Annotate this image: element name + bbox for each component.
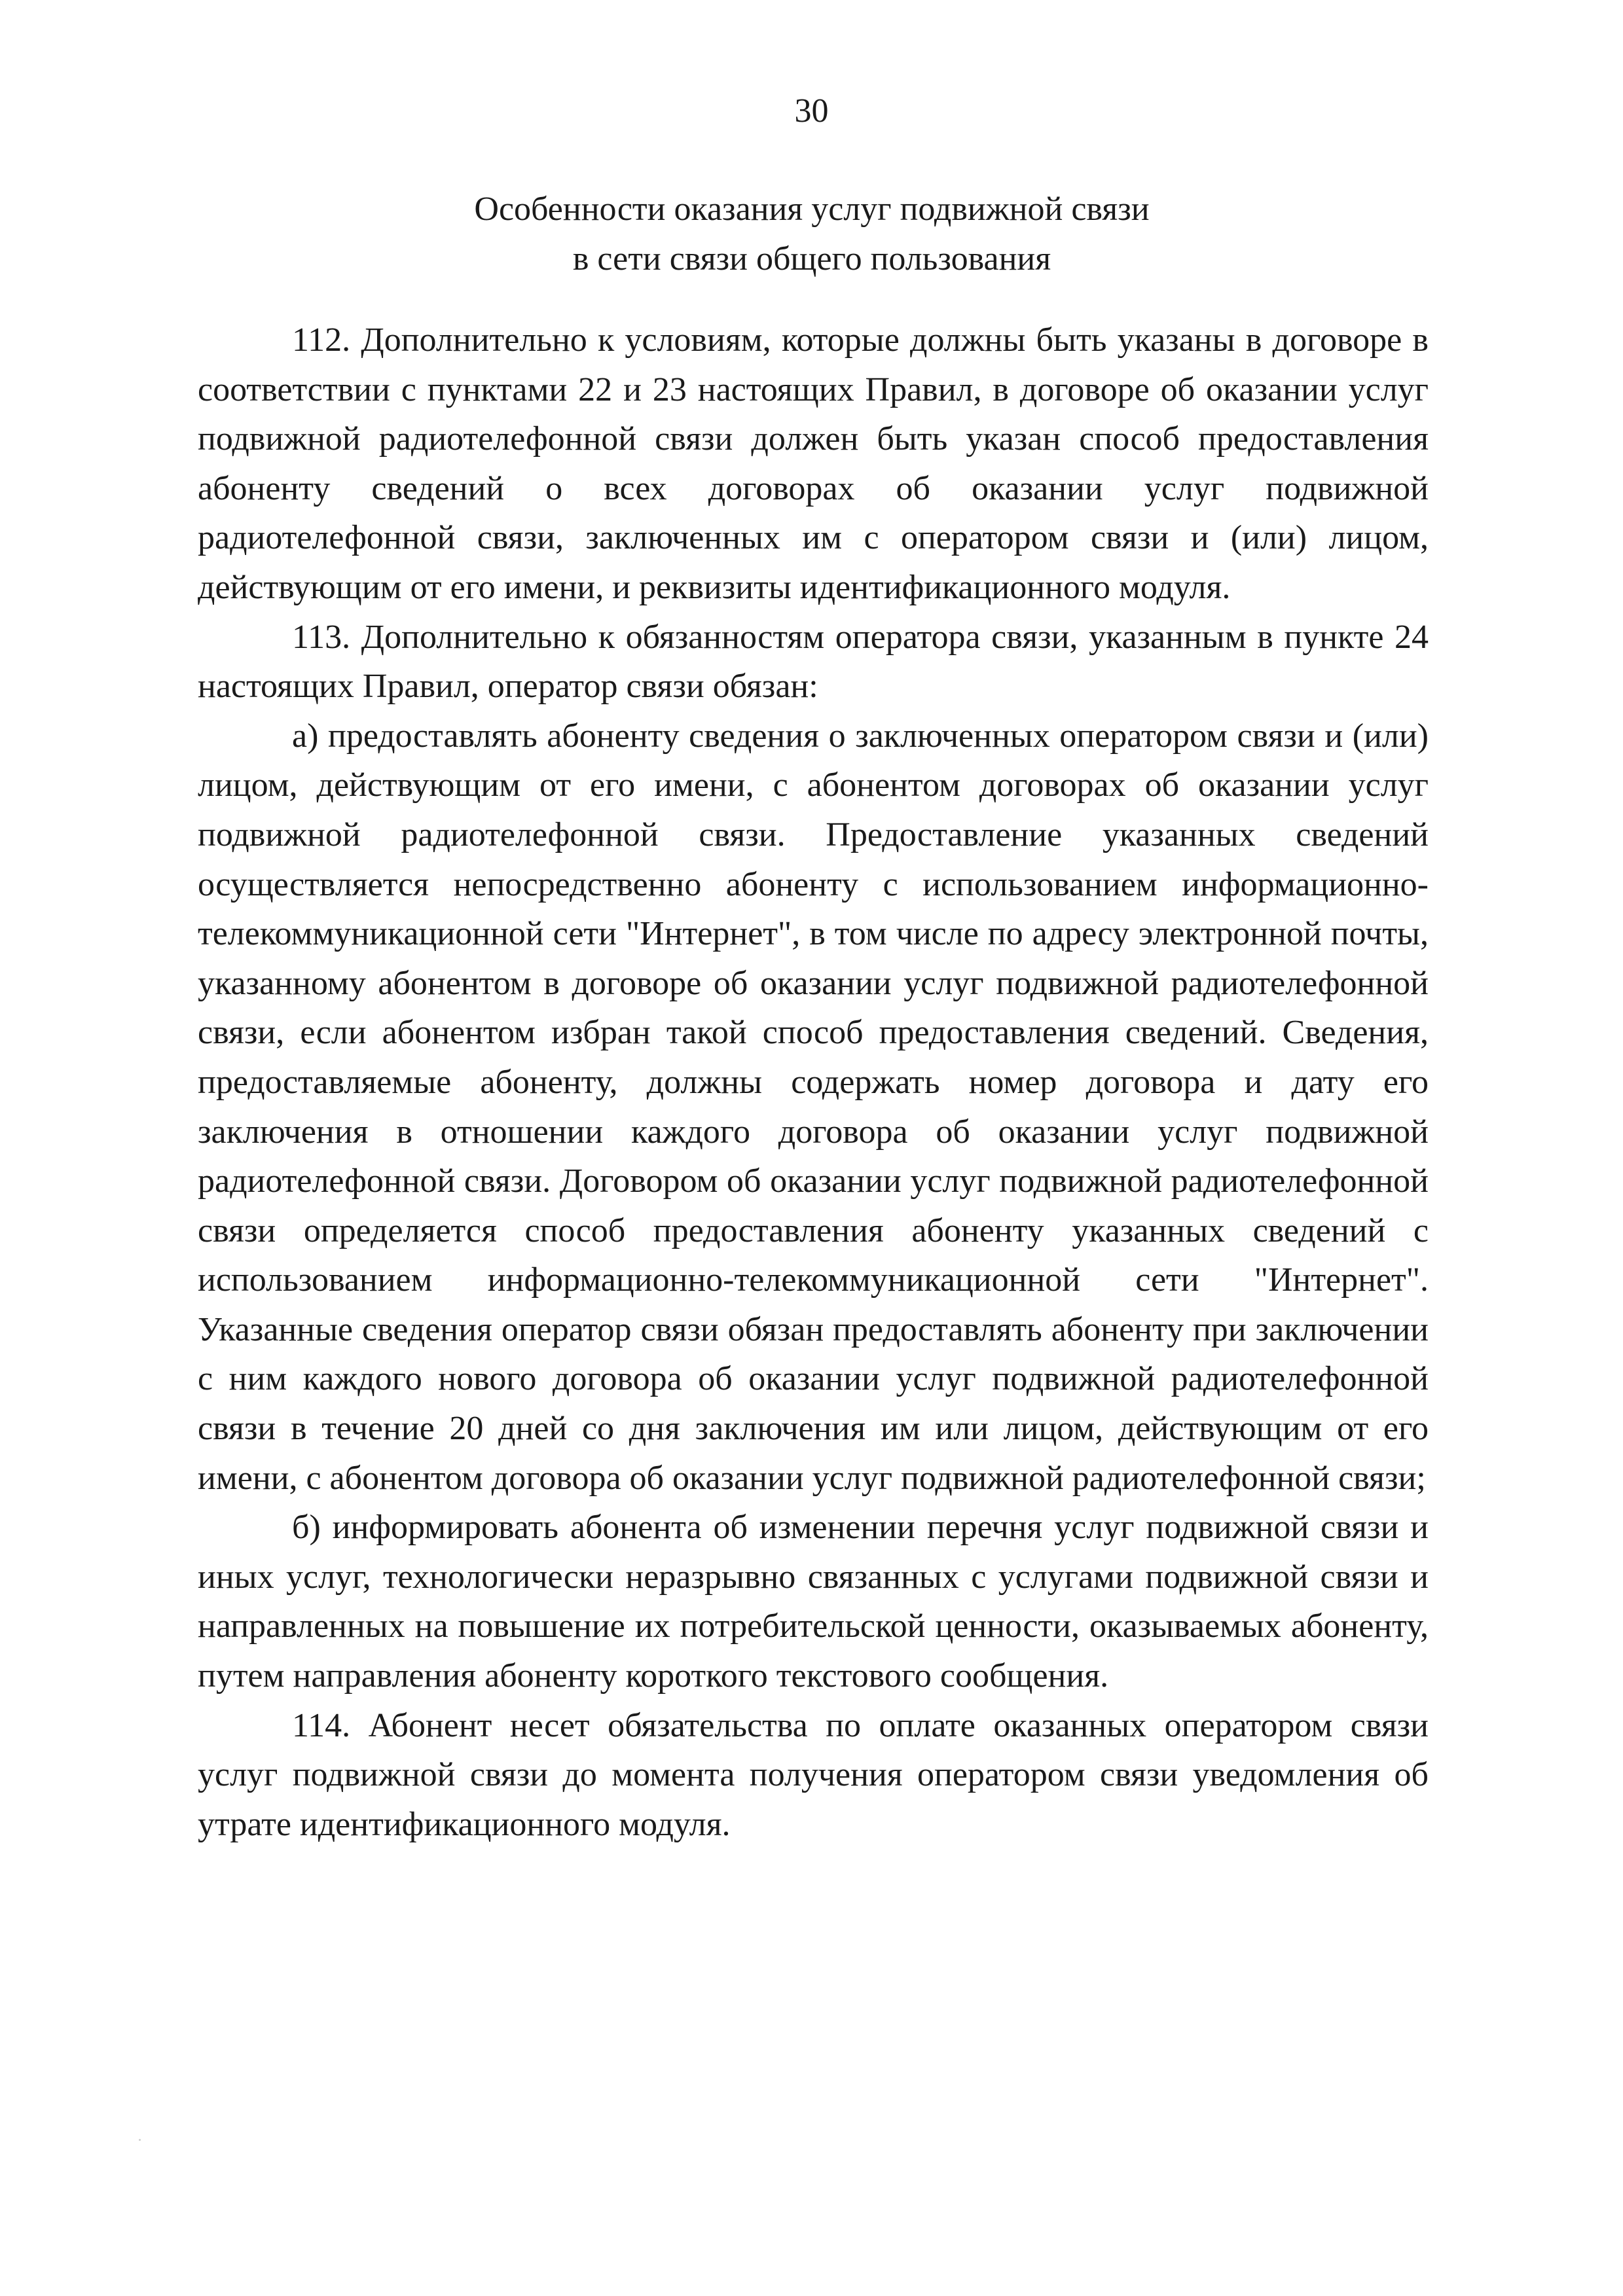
section-heading-line-1: Особенности оказания услуг подвижной связи [474, 190, 1150, 228]
paragraph-112: 112. Дополнительно к условиям, которые должны быть указаны в договоре в соответствии с пунктами 22 и 23 настоящих Правил, в договоре об оказании услуг подвижной радиотелефонной связи должен быть указан способ предоставления абоненту сведений о всех договорах об оказании услуг подвижной радиотелефонной связи, заключенных им с оператором связи и (или) лицом, действующим от его имени, и реквизиты идентификационного модуля. [198, 321, 1429, 606]
page-number: 30 [794, 92, 829, 130]
scan-speck [139, 2139, 141, 2141]
section-heading-line-2: в сети связи общего пользования [572, 240, 1051, 278]
paragraph-114: 114. Абонент несет обязательства по оплате оказанных оператором связи услуг подвижной связи до момента получения оператором связи уведомления об утрате идентификационного модуля. [198, 1706, 1429, 1843]
section-heading [196, 185, 1427, 284]
paragraph-113-b: б) информировать абонента об изменении перечня услуг подвижной связи и иных услуг, технологически неразрывно связанных с услугами подвижной связи и направленных на повышение их потребительской ценности, оказываемых абоненту, путем направления абоненту короткого текстового сообщения. [198, 1509, 1429, 1695]
paragraph-113-a: а) предоставлять абоненту сведения о заключенных оператором связи и (или) лицом, действующим от его имени, с абонентом договорах об оказании услуг подвижной радиотелефонной связи. Предоставление указанных сведений осуществляется непосредственно абоненту с использованием информационно-телекоммуникационной сети "Интернет", в том числе по адресу электронной почты, указанному абонентом в договоре об оказании услуг подвижной радиотелефонной связи, если абонентом избран такой способ предоставления сведений. Сведения, предоставляемые абоненту, должны содержать номер договора и дату его заключения в отношении каждого договора об оказании услуг подвижной радиотелефонной связи. Договором об оказании услуг подвижной радиотелефонной связи определяется способ предоставления абоненту указанных сведений с использованием информационно-телекоммуникационной сети "Интернет". Указанные сведения оператор связи обязан предоставлять абоненту при заключении с ним каждого нового договора об оказании услуг подвижной радиотелефонной связи в течение 20 дней со дня заключения им или лицом, действующим от его имени, с абонентом договора об оказании услуг подвижной радиотелефонной связи; [198, 717, 1429, 1497]
paragraph-113: 113. Дополнительно к обязанностям оператора связи, указанным в пункте 24 настоящих Правил, оператор связи обязан: [198, 618, 1429, 706]
document-body [198, 315, 1429, 1849]
